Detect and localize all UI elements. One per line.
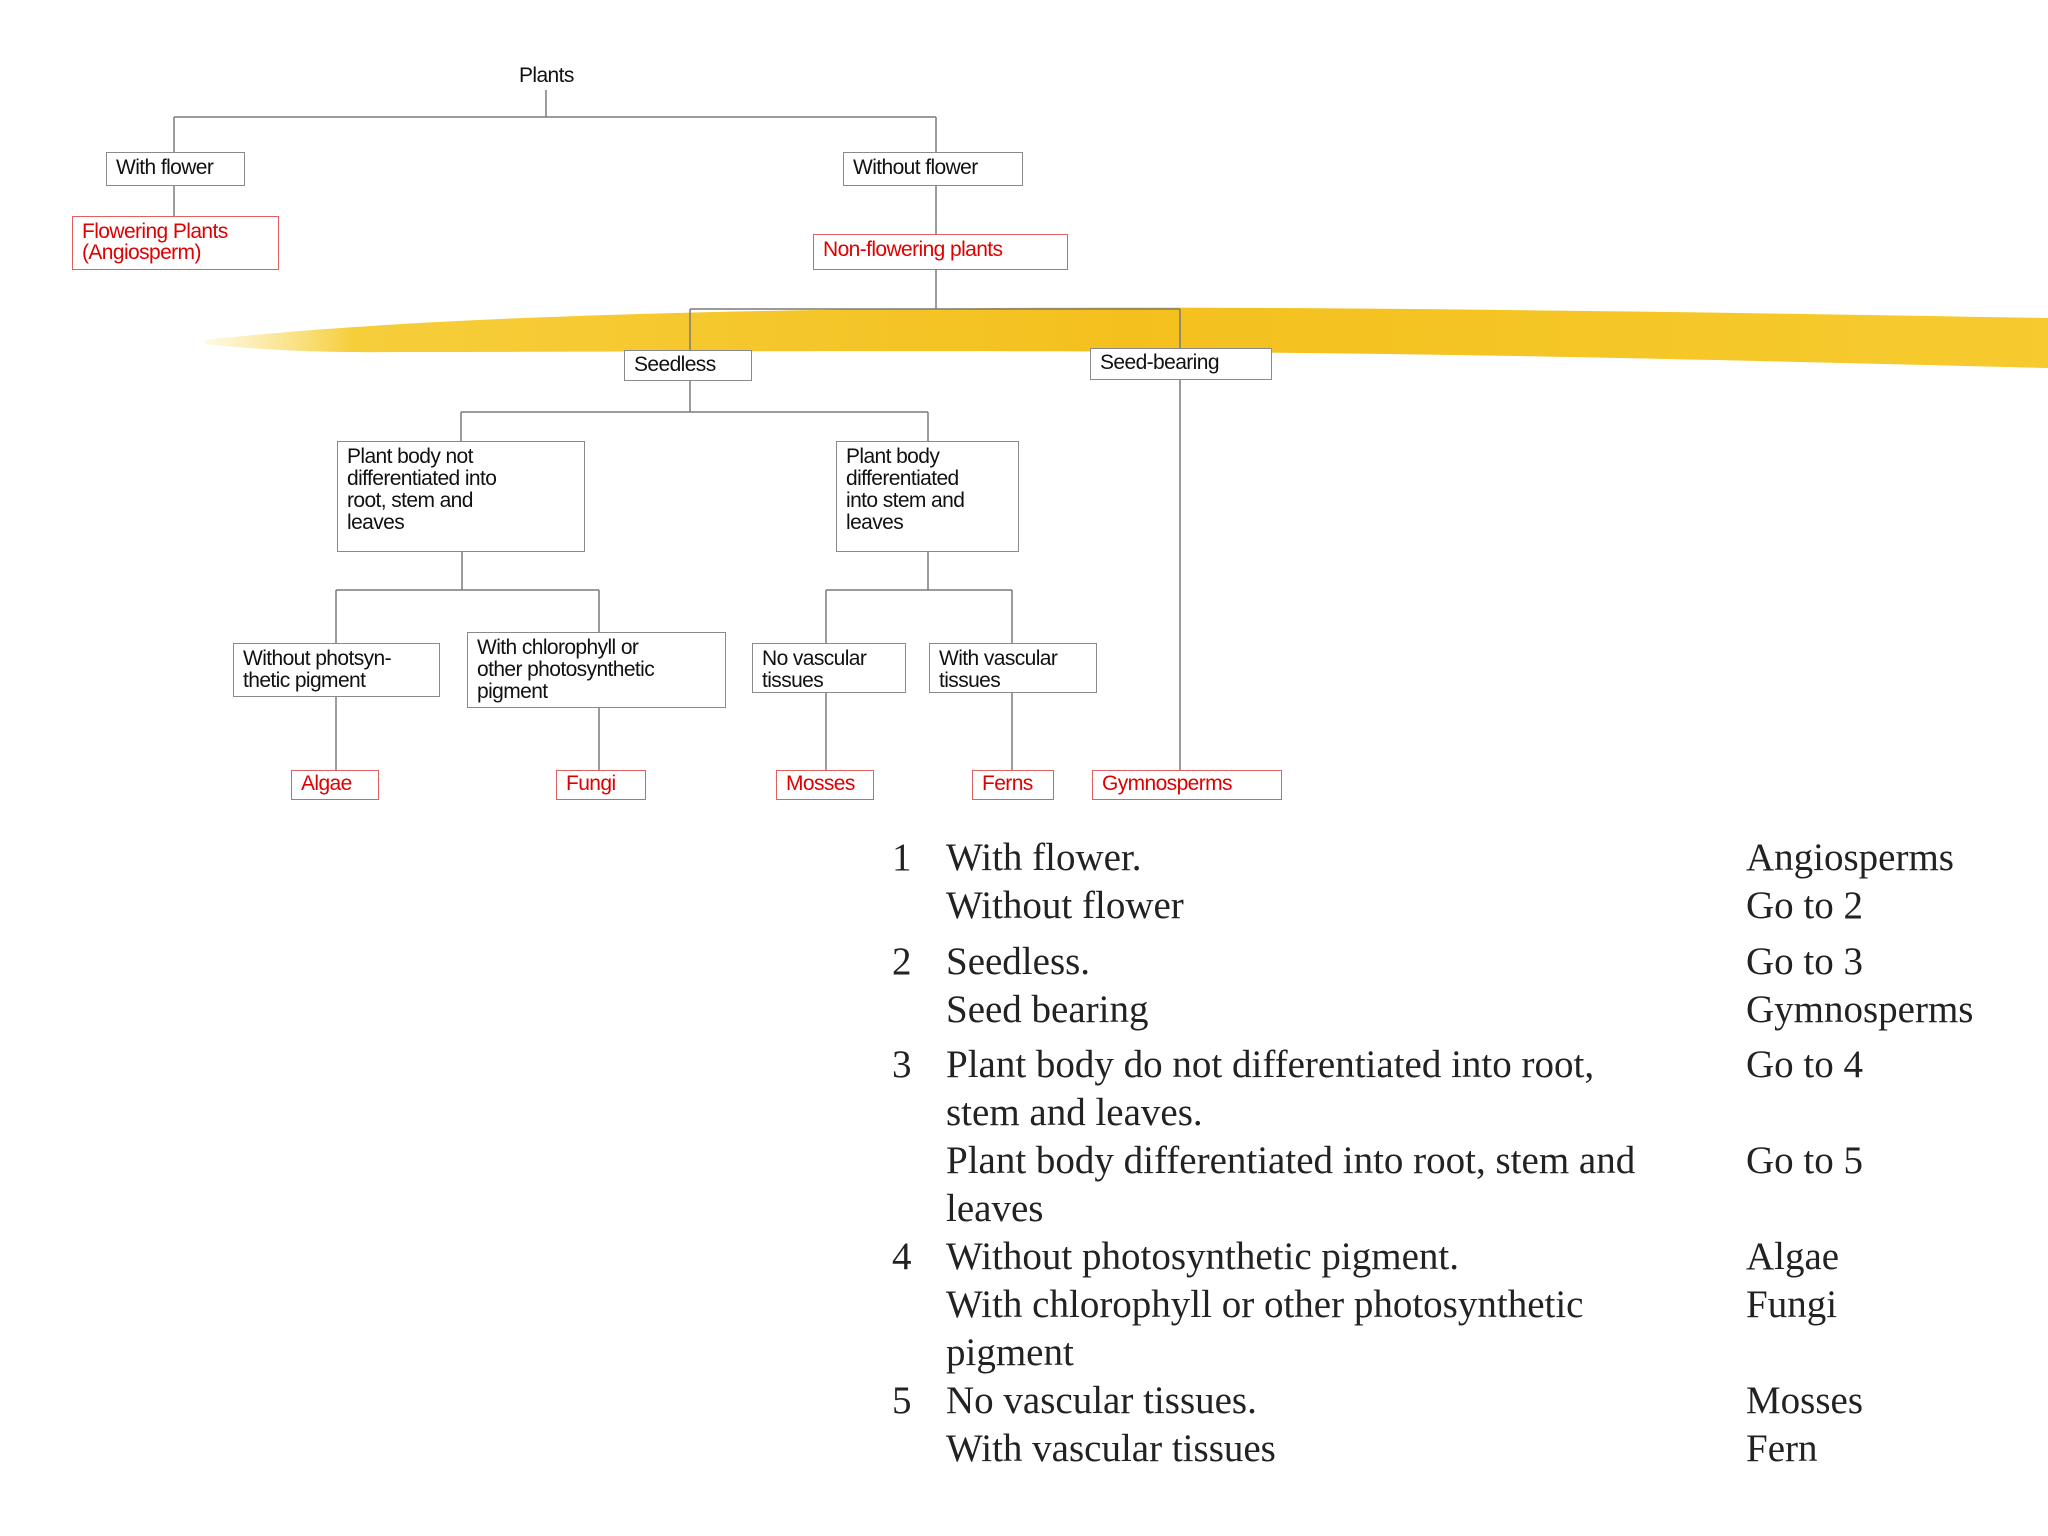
node-algae: Algae (291, 770, 379, 800)
node-plant-body-not-differentiated: Plant body not differentiated into root, stem and leaves (337, 441, 585, 552)
node-flowering-plants: Flowering Plants (Angiosperm) (72, 216, 279, 270)
key-result: Go to 4 (1746, 1043, 1863, 1086)
key-text: With vascular tissues (946, 1427, 1276, 1470)
node-seed-bearing: Seed-bearing (1090, 348, 1272, 380)
key-text: Without flower (946, 884, 1184, 927)
key-result: Algae (1746, 1235, 1840, 1278)
key-text: With flower. (946, 836, 1142, 879)
key-number: 5 (892, 1379, 912, 1422)
node-non-flowering-plants: Non-flowering plants (813, 234, 1068, 270)
key-result: Go to 2 (1746, 884, 1863, 927)
key-result: Go to 3 (1746, 940, 1863, 983)
key-text: Plant body differentiated into root, stem and (946, 1139, 1636, 1182)
key-result: Mosses (1746, 1379, 1864, 1422)
node-fungi: Fungi (556, 770, 646, 800)
key-text: stem and leaves. (946, 1091, 1203, 1134)
node-with-chlorophyll: With chlorophyll or other photosynthetic pigment (467, 632, 726, 708)
key-result: Go to 5 (1746, 1139, 1863, 1182)
key-number: 2 (892, 940, 912, 983)
node-without-photosynthetic-pigment: Without photsyn- thetic pigment (233, 643, 440, 697)
key-text: With chlorophyll or other photosynthetic (946, 1283, 1584, 1326)
node-with-vascular-tissues: With vascular tissues (929, 643, 1097, 693)
node-without-flower: Without flower (843, 152, 1023, 186)
key-text: Without photosynthetic pigment. (946, 1235, 1459, 1278)
key-number: 1 (892, 836, 912, 879)
key-text: Seedless. (946, 940, 1091, 983)
key-result: Gymnosperms (1746, 988, 1974, 1031)
key-result: Fungi (1746, 1283, 1838, 1326)
key-number: 4 (892, 1235, 912, 1278)
node-mosses: Mosses (776, 770, 874, 800)
node-ferns: Ferns (972, 770, 1054, 800)
key-text: Seed bearing (946, 988, 1149, 1031)
node-plant-body-differentiated: Plant body differentiated into stem and leaves (836, 441, 1019, 552)
node-with-flower: With flower (106, 152, 245, 186)
node-plants: Plants (519, 64, 574, 87)
key-result: Angiosperms (1746, 836, 1954, 879)
key-text: Plant body do not differentiated into root, (946, 1043, 1595, 1086)
node-no-vascular-tissues: No vascular tissues (752, 643, 906, 693)
node-seedless: Seedless (624, 350, 752, 381)
node-gymnosperms: Gymnosperms (1092, 770, 1282, 800)
key-text: No vascular tissues. (946, 1379, 1257, 1422)
key-result: Fern (1746, 1427, 1818, 1470)
key-number: 3 (892, 1043, 912, 1086)
key-text: pigment (946, 1331, 1074, 1374)
key-text: leaves (946, 1187, 1044, 1230)
